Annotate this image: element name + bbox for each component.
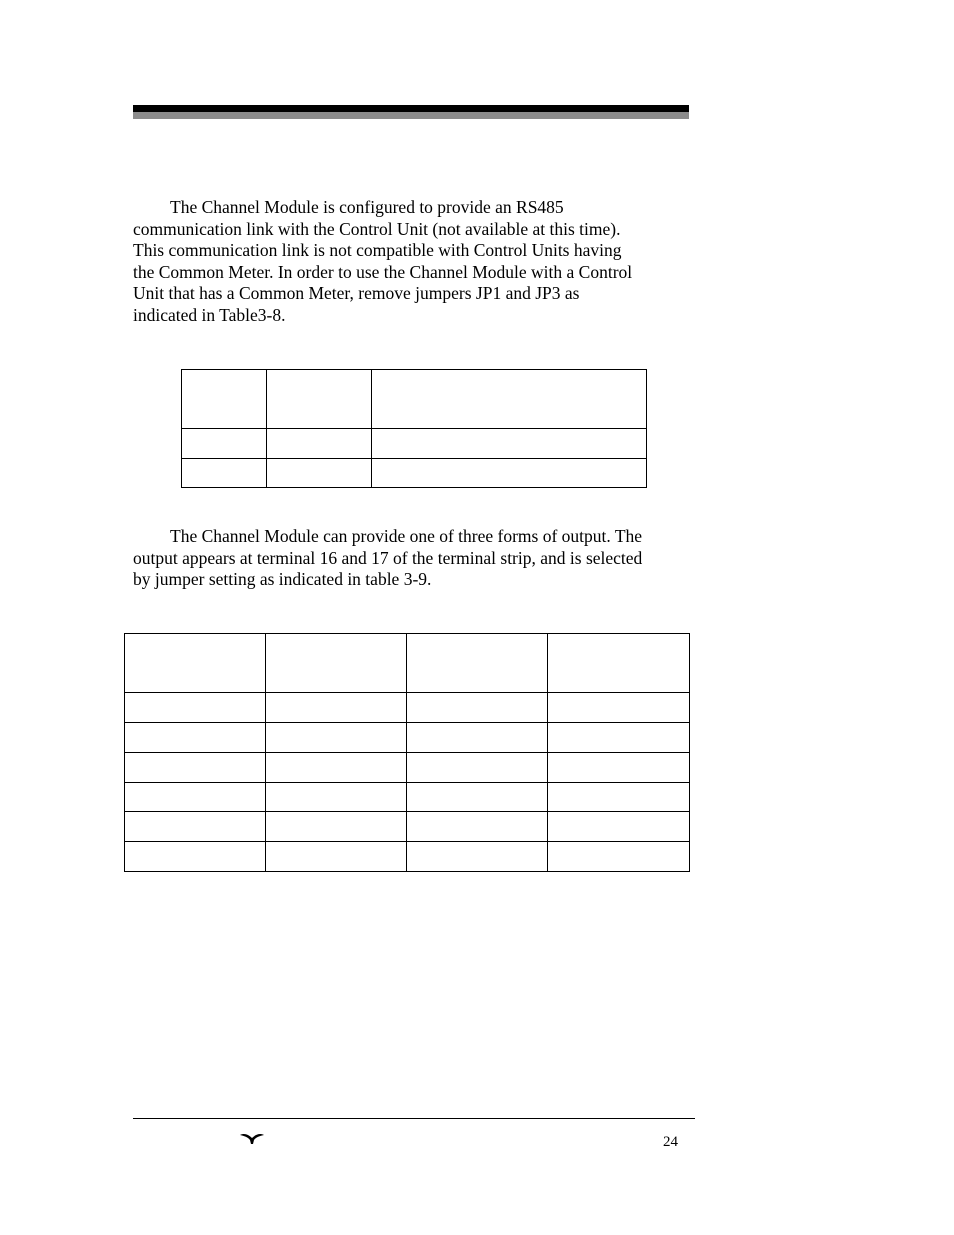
output-jumper-table-3-9 [124, 633, 690, 872]
page-number: 24 [663, 1134, 678, 1150]
table-cell [266, 753, 407, 783]
table-row [182, 459, 647, 488]
table-cell [125, 723, 266, 753]
table-row [125, 723, 690, 753]
table-cell [125, 693, 266, 723]
jumper-table-3-8 [181, 369, 647, 488]
table-cell [125, 753, 266, 783]
table-cell [125, 783, 266, 812]
table-cell [407, 693, 548, 723]
table-cell [267, 459, 372, 488]
table-cell [548, 842, 690, 872]
table-cell [407, 812, 548, 842]
table-cell [266, 634, 407, 693]
table-cell [125, 812, 266, 842]
table-cell [372, 429, 647, 459]
table-cell [266, 693, 407, 723]
table-cell [267, 429, 372, 459]
table-cell [372, 459, 647, 488]
table-cell [266, 842, 407, 872]
table-cell [266, 723, 407, 753]
rs485-paragraph [133, 197, 632, 326]
paragraph-line: output appears at terminal 16 and 17 of the terminal strip, and is selected [133, 547, 643, 568]
table-cell [372, 370, 647, 429]
paragraph-line: communication link with the Control Unit (not available at this time). [133, 218, 621, 239]
table-cell [125, 842, 266, 872]
table-cell [267, 370, 372, 429]
table-row [182, 429, 647, 459]
table-cell [182, 370, 267, 429]
table-row [125, 783, 690, 812]
paragraph-line: the Common Meter. In order to use the Channel Module with a Control [133, 261, 633, 282]
output-paragraph [133, 526, 642, 591]
table-cell [407, 783, 548, 812]
table-cell [548, 634, 690, 693]
table-cell [548, 753, 690, 783]
header-rule-black [133, 105, 689, 112]
table-header-row [182, 370, 647, 429]
paragraph-line: Unit that has a Common Meter, remove jumpers JP1 and JP3 as [133, 283, 580, 303]
table-cell [266, 812, 407, 842]
teledyne-logo-icon [240, 1133, 264, 1145]
table-cell [548, 812, 690, 842]
table-row [125, 812, 690, 842]
footer-rule [133, 1118, 695, 1119]
table-cell [407, 842, 548, 872]
table-cell [125, 634, 266, 693]
table-cell [548, 723, 690, 753]
table-cell [548, 693, 690, 723]
header-rule-gray [133, 112, 689, 119]
table-cell [266, 783, 407, 812]
table-cell [407, 723, 548, 753]
table-cell [182, 429, 267, 459]
table-cell [548, 783, 690, 812]
table-cell [407, 634, 548, 693]
table-cell [407, 753, 548, 783]
table-row [125, 693, 690, 723]
paragraph-line: The Channel Module is configured to provide an RS485 [170, 197, 564, 217]
table-header-row [125, 634, 690, 693]
paragraph-line: by jumper setting as indicated in table 3-9. [133, 569, 432, 589]
paragraph-line: indicated in Table3-8. [133, 304, 286, 325]
table-row [125, 842, 690, 872]
paragraph-line: This communication link is not compatible with Control Units having [133, 240, 622, 260]
table-cell [182, 459, 267, 488]
table-row [125, 753, 690, 783]
paragraph-line: The Channel Module can provide one of three forms of output. The [170, 526, 643, 546]
